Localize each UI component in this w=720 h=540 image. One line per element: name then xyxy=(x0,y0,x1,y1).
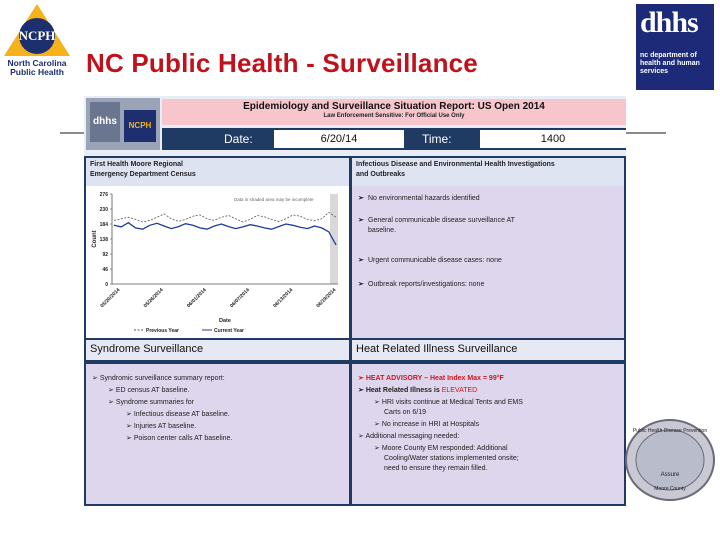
situation-report xyxy=(84,96,626,506)
y-tick-label-0: 0 xyxy=(105,282,108,288)
moore-county-seal xyxy=(624,418,716,502)
x-tick-label-5: 06/19/2014 xyxy=(315,287,338,310)
dhhs-logo xyxy=(636,4,714,90)
slide-title: NC Public Health - Surveillance xyxy=(86,48,478,78)
ncph-triangle-icon xyxy=(2,2,72,58)
heat-heading: Heat Related Illness Surveillance xyxy=(352,340,624,360)
ncph-logo xyxy=(2,2,72,78)
ed-census-heading xyxy=(86,158,349,186)
series-line-1 xyxy=(114,223,336,245)
dhhs-logo-big: dhhs xyxy=(640,6,698,39)
syn-line-6: ➢ Poison center calls AT baseline. xyxy=(126,435,233,442)
seal-text-top: Public Health Disease Prevention xyxy=(632,428,708,434)
ed-title-1: First Health Moore Regional xyxy=(90,161,183,168)
heat-add-msg: ➢ Additional messaging needed: xyxy=(358,433,460,440)
ed-census-panel xyxy=(86,158,349,338)
report-ncph-logo: NCPH xyxy=(124,110,156,142)
report-subtitle: Law Enforcement Sensitive: For Official Use Only xyxy=(323,113,465,119)
seal-icon xyxy=(624,418,716,502)
y-tick-label-4: 184 xyxy=(99,222,108,228)
x-tick-label-0: 05/20/2014 xyxy=(99,287,122,310)
heat-hri-status: ➢ Heat Related Illness is ELEVATED xyxy=(358,387,478,394)
seal-text-bottom: Moore County xyxy=(654,486,686,492)
divider-left xyxy=(60,132,84,134)
syn-line-2: ➢ ED census AT baseline. xyxy=(108,387,190,394)
inf-bullet-3: ➢ Urgent communicable disease cases: none xyxy=(358,257,502,264)
syndrome-panel xyxy=(86,364,349,504)
syndrome-heading: Syndrome Surveillance xyxy=(86,340,349,360)
legend-label-1: Current Year xyxy=(214,328,244,334)
heat-ems-2: Cooling/Water stations implemented onsite; xyxy=(384,455,519,462)
heat-ems-1: ➢ Moore County EM responded: Additional xyxy=(374,445,508,452)
inf-bullet-1: ➢ No environmental hazards identified xyxy=(358,195,480,202)
chart-note: Data in shaded area may be incomplete xyxy=(234,197,314,202)
y-tick-label-1: 46 xyxy=(102,267,108,273)
ed-census-chart xyxy=(86,186,349,338)
inf-bullet-4: ➢ Outbreak reports/investigations: none xyxy=(358,281,485,288)
y-axis-label: Count xyxy=(92,230,98,248)
time-label: Time: xyxy=(422,132,452,146)
heat-advisory: ➢ HEAT ADVISORY – Heat Index Max = 99°F xyxy=(358,375,504,382)
date-value: 6/20/14 xyxy=(274,130,404,148)
series-line-0 xyxy=(114,212,336,222)
heat-visits-2: Carts on 6/19 xyxy=(384,409,427,416)
legend-label-0: Previous Year xyxy=(146,328,179,334)
inf-bullet-2: ➢ General communicable disease surveillance AT xyxy=(358,217,515,224)
syn-line-5: ➢ Injuries AT baseline. xyxy=(126,423,197,430)
inf-title-2: and Outbreaks xyxy=(356,171,406,178)
inf-heading xyxy=(352,158,624,186)
report-dhhs-logo: dhhs xyxy=(90,102,120,142)
syn-line-3: ➢ Syndrome summaries for xyxy=(108,399,195,406)
y-tick-label-6: 276 xyxy=(99,192,108,198)
heat-ems-3: need to ensure they remain filled. xyxy=(384,465,488,472)
report-header xyxy=(84,96,626,156)
date-time-row xyxy=(162,128,626,150)
report-title: Epidemiology and Surveillance Situation Report: US Open 2014 xyxy=(243,101,545,112)
inf-bullet-2-cont: baseline. xyxy=(368,227,397,234)
dhhs-logo-small: nc department of health and human services xyxy=(640,52,700,75)
ncph-badge-text: NCPH xyxy=(18,28,56,43)
x-tick-label-1: 05/26/2014 xyxy=(142,287,165,310)
x-tick-label-2: 06/01/2014 xyxy=(185,287,208,310)
syn-line-4: ➢ Infectious disease AT baseline. xyxy=(126,411,230,418)
ncph-line1: North Carolina xyxy=(7,58,67,68)
ed-chart-svg xyxy=(86,186,349,338)
y-tick-label-5: 230 xyxy=(99,207,108,213)
seal-text-mid: Assure xyxy=(660,472,680,478)
heat-visits-1: ➢ HRI visits continue at Medical Tents and EMS xyxy=(374,399,523,406)
ed-title-2: Emergency Department Census xyxy=(90,171,196,178)
y-tick-label-2: 92 xyxy=(102,252,108,258)
x-tick-label-3: 06/07/2014 xyxy=(229,287,252,310)
x-axis-label: Date xyxy=(219,318,231,324)
y-tick-label-3: 138 xyxy=(99,237,108,243)
incomplete-region xyxy=(330,194,338,284)
heat-panel xyxy=(352,364,624,504)
syn-line-1: ➢ Syndromic surveillance summary report: xyxy=(92,375,225,382)
x-tick-label-4: 06/13/2014 xyxy=(272,287,295,310)
time-value: 1400 xyxy=(480,130,626,148)
report-logos xyxy=(86,98,160,150)
inf-title-1: Infectious Disease and Environmental Health Investigations xyxy=(356,161,555,168)
heat-no-increase: ➢ No increase in HRI at Hospitals xyxy=(374,421,480,428)
ncph-line2: Public Health xyxy=(10,67,64,77)
date-label: Date: xyxy=(224,132,253,146)
infectious-disease-panel xyxy=(352,158,624,338)
divider-right xyxy=(626,132,666,134)
